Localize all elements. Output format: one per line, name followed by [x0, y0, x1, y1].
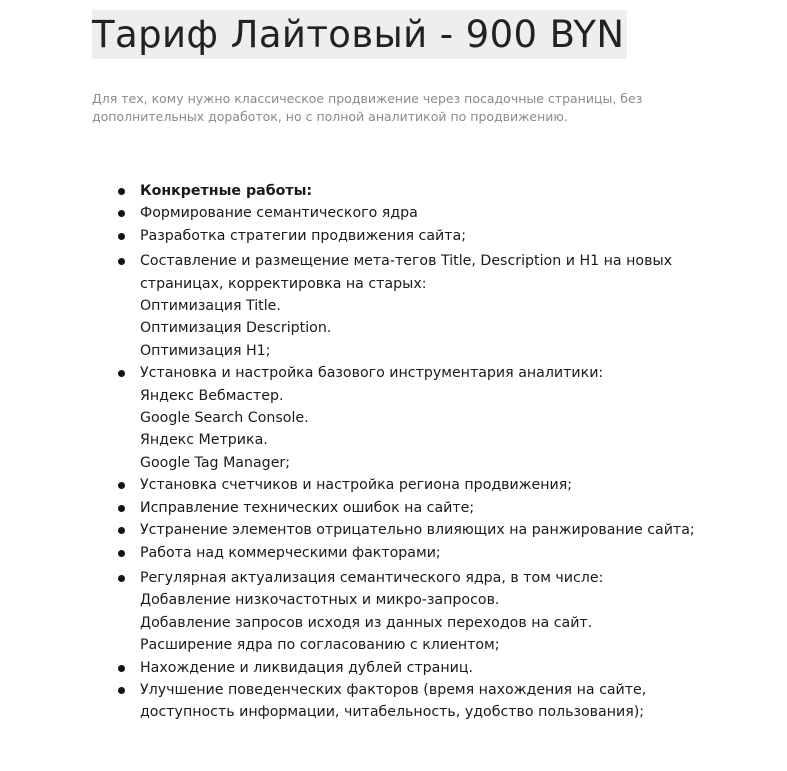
- list-item-text: Регулярная актуализация семантического ядра, в том числе:: [140, 569, 604, 586]
- list-item-text: Формирование семантического ядра: [140, 205, 418, 222]
- sub-item: Добавление низкочастотных и микро-запросов.: [140, 592, 500, 609]
- list-item: [140, 497, 700, 519]
- list-item-text: Работа над коммерческими факторами;: [140, 544, 441, 561]
- list-item: [140, 657, 700, 679]
- list-item-heading: [140, 180, 700, 202]
- list-item: [140, 567, 700, 657]
- list-item-text: Составление и размещение мета-тегов Title, Description и H1 на новых страницах, корректировка на старых:: [140, 253, 673, 292]
- list-item: [140, 362, 700, 474]
- sub-item: Оптимизация Description.: [140, 320, 332, 337]
- list-item-text: Улучшение поведенческих факторов (время нахождения на сайте, доступность информации, читабельность, удобство пользования);: [140, 681, 647, 721]
- list-item: [140, 202, 700, 224]
- list-item-text: Установка и настройка базового инструментария аналитики:: [140, 365, 604, 382]
- list-item: [140, 250, 700, 362]
- list-item: [140, 679, 700, 724]
- list-item: [140, 225, 700, 247]
- sub-item: Google Tag Manager;: [140, 454, 291, 471]
- sub-item: Яндекс Вебмастер.: [140, 387, 284, 404]
- sub-item: Добавление запросов исходя из данных переходов на сайт.: [140, 614, 593, 631]
- sub-item: Оптимизация Title.: [140, 298, 281, 315]
- title-highlight: [92, 10, 627, 59]
- sub-item: Google Search Console.: [140, 410, 309, 427]
- list-item-text: Устранение элементов отрицательно влияющих на ранжирование сайта;: [140, 522, 695, 539]
- list-item: [140, 474, 700, 496]
- list-item: [140, 542, 700, 564]
- list-item: [140, 519, 700, 541]
- list-item-text: Нахождение и ликвидация дублей страниц.: [140, 659, 473, 676]
- tariff-description: Для тех, кому нужно классическое продвижение через посадочные страницы, без дополнительных доработок, но с полной аналитикой по продвижению.: [92, 91, 643, 124]
- page-title: Тариф Лайтовый - 900 BYN: [92, 13, 625, 56]
- features-heading: Конкретные работы:: [140, 183, 313, 199]
- list-item-text: Установка счетчиков и настройка региона продвижения;: [140, 477, 573, 494]
- sub-item: Оптимизация H1;: [140, 342, 271, 359]
- features-list: [140, 180, 700, 724]
- list-item-text: Исправление технических ошибок на сайте;: [140, 499, 475, 516]
- list-item-text: Разработка стратегии продвижения сайта;: [140, 227, 466, 244]
- sub-item: Расширение ядра по согласованию с клиентом;: [140, 637, 500, 654]
- sub-item: Яндекс Метрика.: [140, 432, 268, 449]
